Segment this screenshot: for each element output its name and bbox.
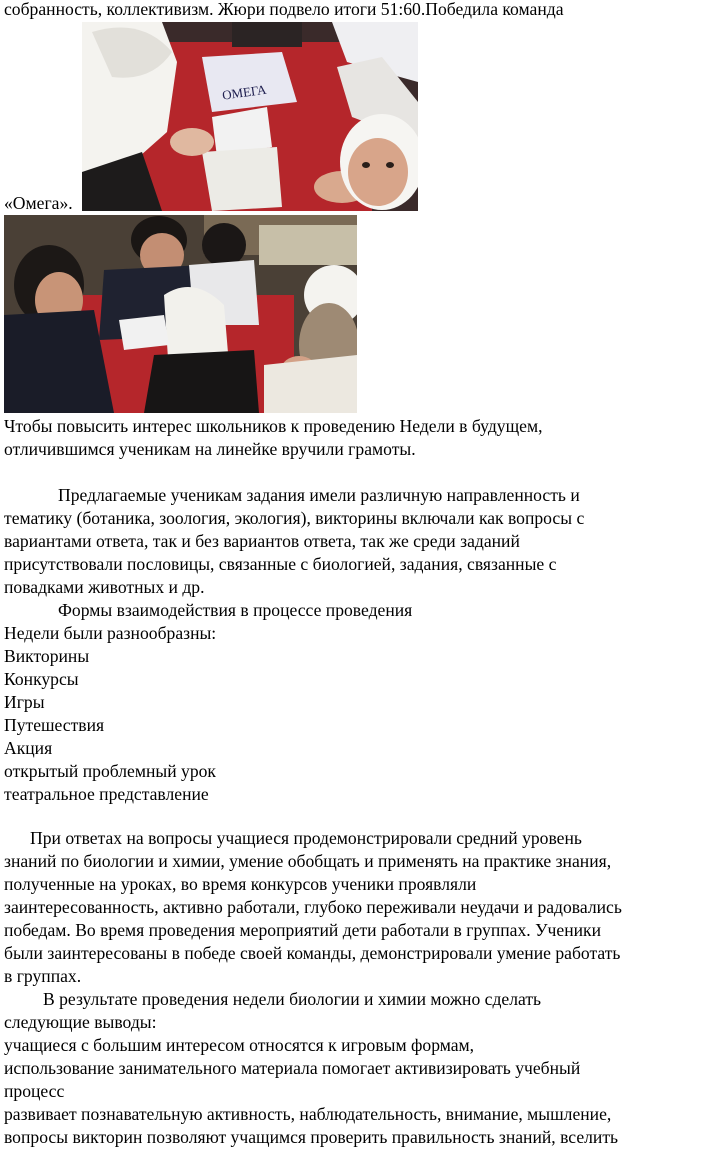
list-item: Акция <box>4 738 53 758</box>
text-line: процесс <box>4 1081 65 1101</box>
list-item: Конкурсы <box>4 669 79 689</box>
team-omega-photo <box>82 22 418 211</box>
text-line: полученные на уроках, во время конкурсов ученики проявляли <box>4 874 477 894</box>
text-line: победам. Во время проведения мероприятий дети работали в группах. Ученики <box>4 920 601 940</box>
text-line: Недели были разнообразны: <box>4 623 217 643</box>
text-line-omega: «Омега». <box>4 193 73 213</box>
text-line: вопросы викторин позволяют учащимся проверить правильность знаний, вселить <box>4 1127 619 1147</box>
text-line: учащиеся с большим интересом относятся к игровым формам, <box>4 1035 475 1055</box>
text-line: следующие выводы: <box>4 1012 157 1032</box>
text-line: повадками животных и др. <box>4 577 205 597</box>
text-line: заинтересованность, активно работали, глубоко переживали неудачи и радовались <box>4 897 622 917</box>
text-line: присутствовали пословицы, связанные с биологией, задания, связанные с <box>4 554 557 574</box>
text-line: использование занимательного материала помогает активизировать учебный <box>4 1058 581 1078</box>
text-line: Чтобы повысить интерес школьников к проведению Недели в будущем, <box>4 416 543 436</box>
text-line: были заинтересованы в победе своей команды, демонстрировали умение работать <box>4 943 621 963</box>
text-line: отличившимся ученикам на линейке вручили грамоты. <box>4 439 416 459</box>
text-line: в группах. <box>4 966 82 986</box>
list-item: Путешествия <box>4 715 105 735</box>
team-omega-photo-drawing <box>82 22 418 211</box>
text-line-top: собранность, коллективизм. Жюри подвело итоги 51:60.Победила команда <box>4 0 564 19</box>
list-item: театральное представление <box>4 784 209 804</box>
text-line: знаний по биологии и химии, умение обобщать и применять на практике знания, <box>4 851 612 871</box>
list-item: открытый проблемный урок <box>4 761 216 781</box>
list-item: Викторины <box>4 646 90 666</box>
students-group-photo <box>4 215 357 413</box>
text-line: Формы взаимодействия в процессе проведения <box>58 600 413 620</box>
text-line: Предлагаемые ученикам задания имели различную направленность и <box>58 485 580 505</box>
omega-card-label: ОМЕГА <box>221 81 268 103</box>
text-line: вариантами ответа, так и без вариантов ответа, так же среди заданий <box>4 531 520 551</box>
text-line: При ответах на вопросы учащиеся продемонстрировали средний уровень <box>30 828 582 848</box>
text-line: В результате проведения недели биологии и химии можно сделать <box>43 989 542 1009</box>
list-item: Игры <box>4 692 45 712</box>
text-line: развивает познавательную активность, наблюдательность, внимание, мышление, <box>4 1104 612 1124</box>
text-line: тематику (ботаника, зоология, экология), викторины включали как вопросы с <box>4 508 585 528</box>
students-group-photo-drawing <box>4 215 357 413</box>
